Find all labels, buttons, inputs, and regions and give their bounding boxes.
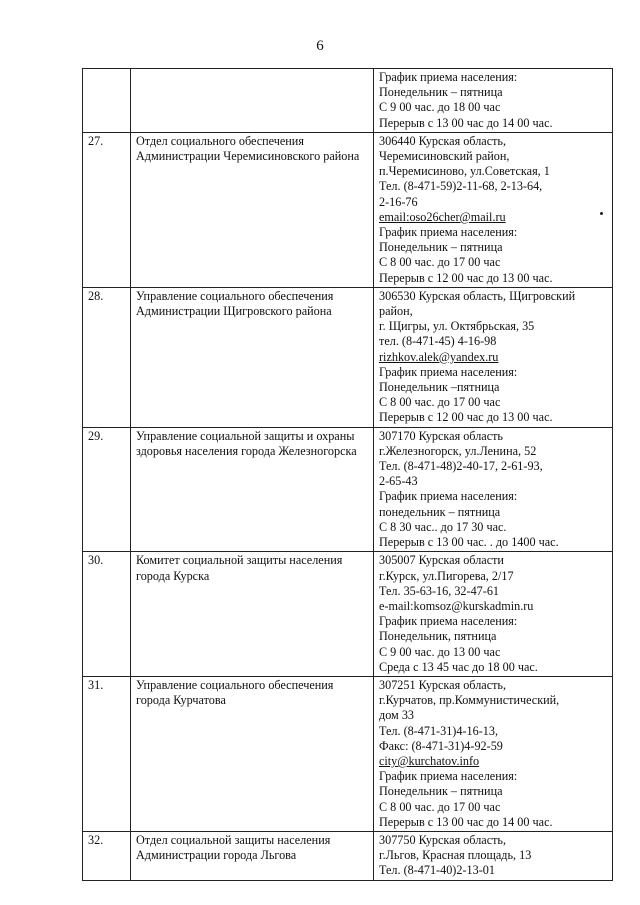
contact-cell [374, 427, 613, 552]
contact-line: Тел. (8-471-31)4-16-13, [379, 723, 498, 738]
org-name-cell [131, 676, 374, 831]
row-number-cell [83, 676, 131, 831]
row-number: 28. [88, 288, 104, 303]
row-number-cell [83, 831, 131, 880]
contact-line: Тел. 35-63-16, 32-47-61 [379, 583, 500, 598]
row-number: 32. [88, 832, 104, 847]
org-name-cell [131, 132, 374, 287]
org-name: Отдел социального обеспечения Администрации Черемисиновского района [136, 133, 360, 164]
contact-line: Перерыв с 12 00 час до 13 00 час. [379, 270, 553, 285]
contact-line: тел. (8-471-45) 4-16-98 [379, 334, 497, 349]
contact-line: 306440 Курская область, [379, 133, 507, 148]
contact-line: Понедельник – пятница [379, 85, 503, 100]
contact-cell [374, 287, 613, 427]
contact-line: район, [379, 304, 413, 319]
row-number-cell [83, 427, 131, 552]
contact-line: г.Льгов, Красная площадь, 13 [379, 848, 532, 863]
contact-line: Перерыв с 13 00 час до 14 00 час. [379, 115, 553, 130]
row-number: 30. [88, 553, 104, 568]
contact-line: С 9 00 час. до 18 00 час [379, 100, 501, 115]
table-row [83, 831, 613, 880]
contact-line: С 9 00 час. до 13 00 час [379, 644, 501, 659]
contact-line: 2-16-76 [379, 194, 418, 209]
contact-line: Понедельник –пятница [379, 380, 500, 395]
contact-line: Тел. (8-471-40)2-13-01 [379, 863, 495, 878]
contact-line: Понедельник – пятница [379, 240, 503, 255]
email-link[interactable]: rizhkov.alek@yandex.ru [379, 349, 499, 364]
table-row [83, 676, 613, 831]
org-name: Управление социального обеспечения Администрации Щигровского района [136, 288, 334, 319]
contact-line: понедельник – пятница [379, 504, 501, 519]
contact-line: С 8 00 час. до 17 00 час [379, 395, 501, 410]
page-number: 6 [316, 38, 324, 54]
contact-line: г. Щигры, ул. Октябрьская, 35 [379, 319, 535, 334]
email-link[interactable]: email:oso26cher@mail.ru [379, 209, 506, 224]
contact-line: С 8 00 час. до 17 00 час [379, 799, 501, 814]
table-row [83, 427, 613, 552]
contact-line: 307750 Курская область, [379, 832, 507, 847]
table-row [83, 132, 613, 287]
registry-table [82, 68, 613, 881]
org-name: Комитет социальной защиты населения города Курска [136, 553, 343, 583]
row-number-cell [83, 69, 131, 133]
contact-line: График приема населения: [379, 489, 518, 504]
row-number-cell [83, 132, 131, 287]
contact-line: Перерыв с 12 00 час до 13 00 час. [379, 410, 553, 425]
contact-line: Перерыв с 13 00 час до 14 00 час. [379, 814, 553, 829]
org-name-cell [131, 287, 374, 427]
registry-body [83, 69, 613, 881]
org-name-cell [131, 69, 374, 133]
contact-line: 306530 Курская область, Щигровский [379, 288, 576, 303]
table-row [83, 552, 613, 677]
contact-line: Перерыв с 13 00 час. . до 1400 час. [379, 535, 559, 550]
row-number-cell [83, 552, 131, 677]
contact-line: г.Железногорск, ул.Ленина, 52 [379, 443, 537, 458]
table-row [83, 287, 613, 427]
contact-line: Факс: (8-471-31)4-92-59 [379, 738, 503, 753]
row-number: 31. [88, 677, 104, 692]
row-number-cell [83, 287, 131, 427]
contact-cell [374, 676, 613, 831]
contact-line: График приема населения: [379, 769, 518, 784]
contact-line: 2-65-43 [379, 474, 418, 489]
row-number: 27. [88, 133, 104, 148]
contact-line: 305007 Курская области [379, 553, 504, 568]
contact-line: 307170 Курская область [379, 428, 503, 443]
contact-line: дом 33 [379, 708, 415, 723]
contact-line: п.Черемисиново, ул.Советская, 1 [379, 164, 550, 179]
table-row-continuation [83, 69, 613, 133]
contact-line: График приема населения: [379, 364, 518, 379]
contact-line: График приема населения: [379, 225, 518, 240]
contact-line: г.Курчатов, пр.Коммунистический, [379, 693, 560, 708]
org-name: Управление социального обеспечения города Курчатова [136, 677, 334, 708]
contact-cell [374, 831, 613, 880]
org-name-cell [131, 831, 374, 880]
org-name-cell [131, 552, 374, 677]
contact-line: Тел. (8-471-59)2-11-68, 2-13-64, [379, 179, 543, 194]
contact-cell [374, 552, 613, 677]
contact-line: Тел. (8-471-48)2-40-17, 2-61-93, [379, 459, 543, 474]
contact-line: Черемисиновский район, [379, 149, 510, 164]
contact-line: г.Курск, ул.Пигорева, 2/17 [379, 568, 514, 583]
org-name: Отдел социальной защиты населения Администрации города Льгова [136, 832, 331, 863]
contact-line: Понедельник, пятница [379, 629, 497, 644]
contact-line: С 8 30 час.. до 17 30 час. [379, 519, 507, 534]
contact-line: График приема населения: [379, 614, 518, 629]
contact-line: 307251 Курская область, [379, 677, 507, 692]
contact-line: Среда с 13 45 час до 18 00 час. [379, 659, 538, 674]
contact-line: Понедельник – пятница [379, 784, 503, 799]
org-name-cell [131, 427, 374, 552]
contact-line: e-mail:komsoz@kurskadmin.ru [379, 598, 534, 613]
contact-line: С 8 00 час. до 17 00 час [379, 255, 501, 270]
contact-cell [374, 132, 613, 287]
contact-cell [374, 69, 613, 133]
email-link[interactable]: city@kurchatov.info [379, 753, 480, 768]
contact-line: График приема населения: [379, 70, 518, 84]
row-number: 29. [88, 428, 104, 443]
org-name: Управление социальной защиты и охраны здоровья населения города Железногорска [136, 428, 357, 458]
